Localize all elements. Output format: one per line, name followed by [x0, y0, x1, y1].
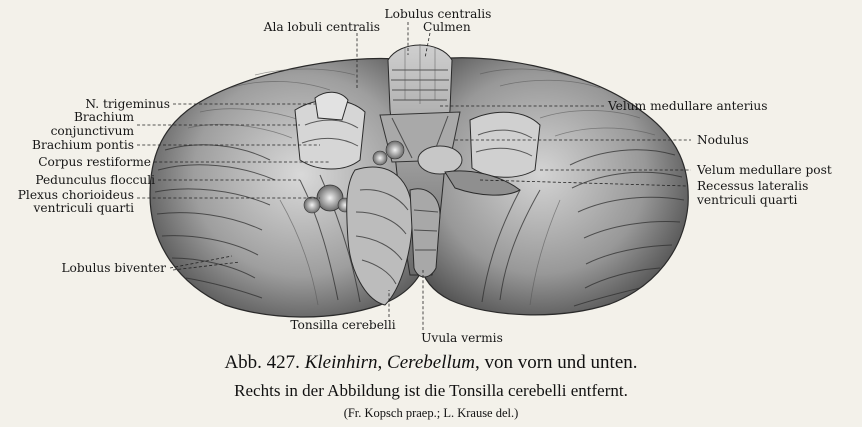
- nodulus: [418, 146, 462, 174]
- label-ala-lobuli-centralis: Ala lobuli centralis: [263, 20, 380, 34]
- label-recessus-lateralis: Recessus lateralis: [697, 179, 809, 193]
- label-corpus-restiforme: Corpus restiforme: [38, 155, 151, 169]
- label-lobulus-biventer: Lobulus biventer: [61, 261, 166, 275]
- caption-cerebellum: Cerebellum: [387, 352, 475, 373]
- caption-figure-number: Abb. 427.: [224, 352, 300, 373]
- label-plexus-chorioideus: Plexus chorioideus: [17, 188, 134, 202]
- label-nodulus: Nodulus: [697, 133, 749, 147]
- label-velum-medullare-anterius: Velum medullare anterius: [608, 99, 768, 113]
- right-peduncle: [470, 112, 540, 177]
- caption-title: [0, 352, 862, 374]
- label-culmen: Culmen: [423, 20, 471, 34]
- caption-separator: ,: [377, 352, 383, 373]
- caption-line2: Rechts in der Abbildung ist die Tonsilla cerebelli entfernt.: [234, 381, 628, 400]
- cerebellum-drawing: [150, 44, 688, 317]
- caption-kleinhirn: Kleinhirn: [304, 352, 378, 373]
- label-ventriculi-quarti-left: ventriculi quarti: [33, 201, 134, 215]
- uvula-vermis: [410, 189, 440, 277]
- label-tonsilla-cerebelli: Tonsilla cerebelli: [290, 318, 396, 332]
- label-velum-medullare-post: Velum medullare post: [697, 163, 832, 177]
- caption-title-rest: , von vorn und unten.: [474, 352, 638, 373]
- label-uvula-vermis: Uvula vermis: [421, 331, 503, 345]
- label-brachium-pontis: Brachium pontis: [32, 138, 134, 152]
- label-n-trigeminus: N. trigeminus: [85, 97, 170, 111]
- label-ventriculi-quarti-right: ventriculi quarti: [697, 193, 798, 207]
- trigeminus-stump: [315, 92, 348, 120]
- label-pedunculus-flocculi: Pedunculus flocculi: [35, 173, 155, 187]
- label-conjunctivum: conjunctivum: [50, 124, 134, 138]
- label-lobulus-centralis: Lobulus centralis: [384, 7, 492, 21]
- label-brachium: Brachium: [73, 110, 134, 124]
- caption-credit: (Fr. Kopsch praep.; L. Krause del.): [343, 406, 519, 420]
